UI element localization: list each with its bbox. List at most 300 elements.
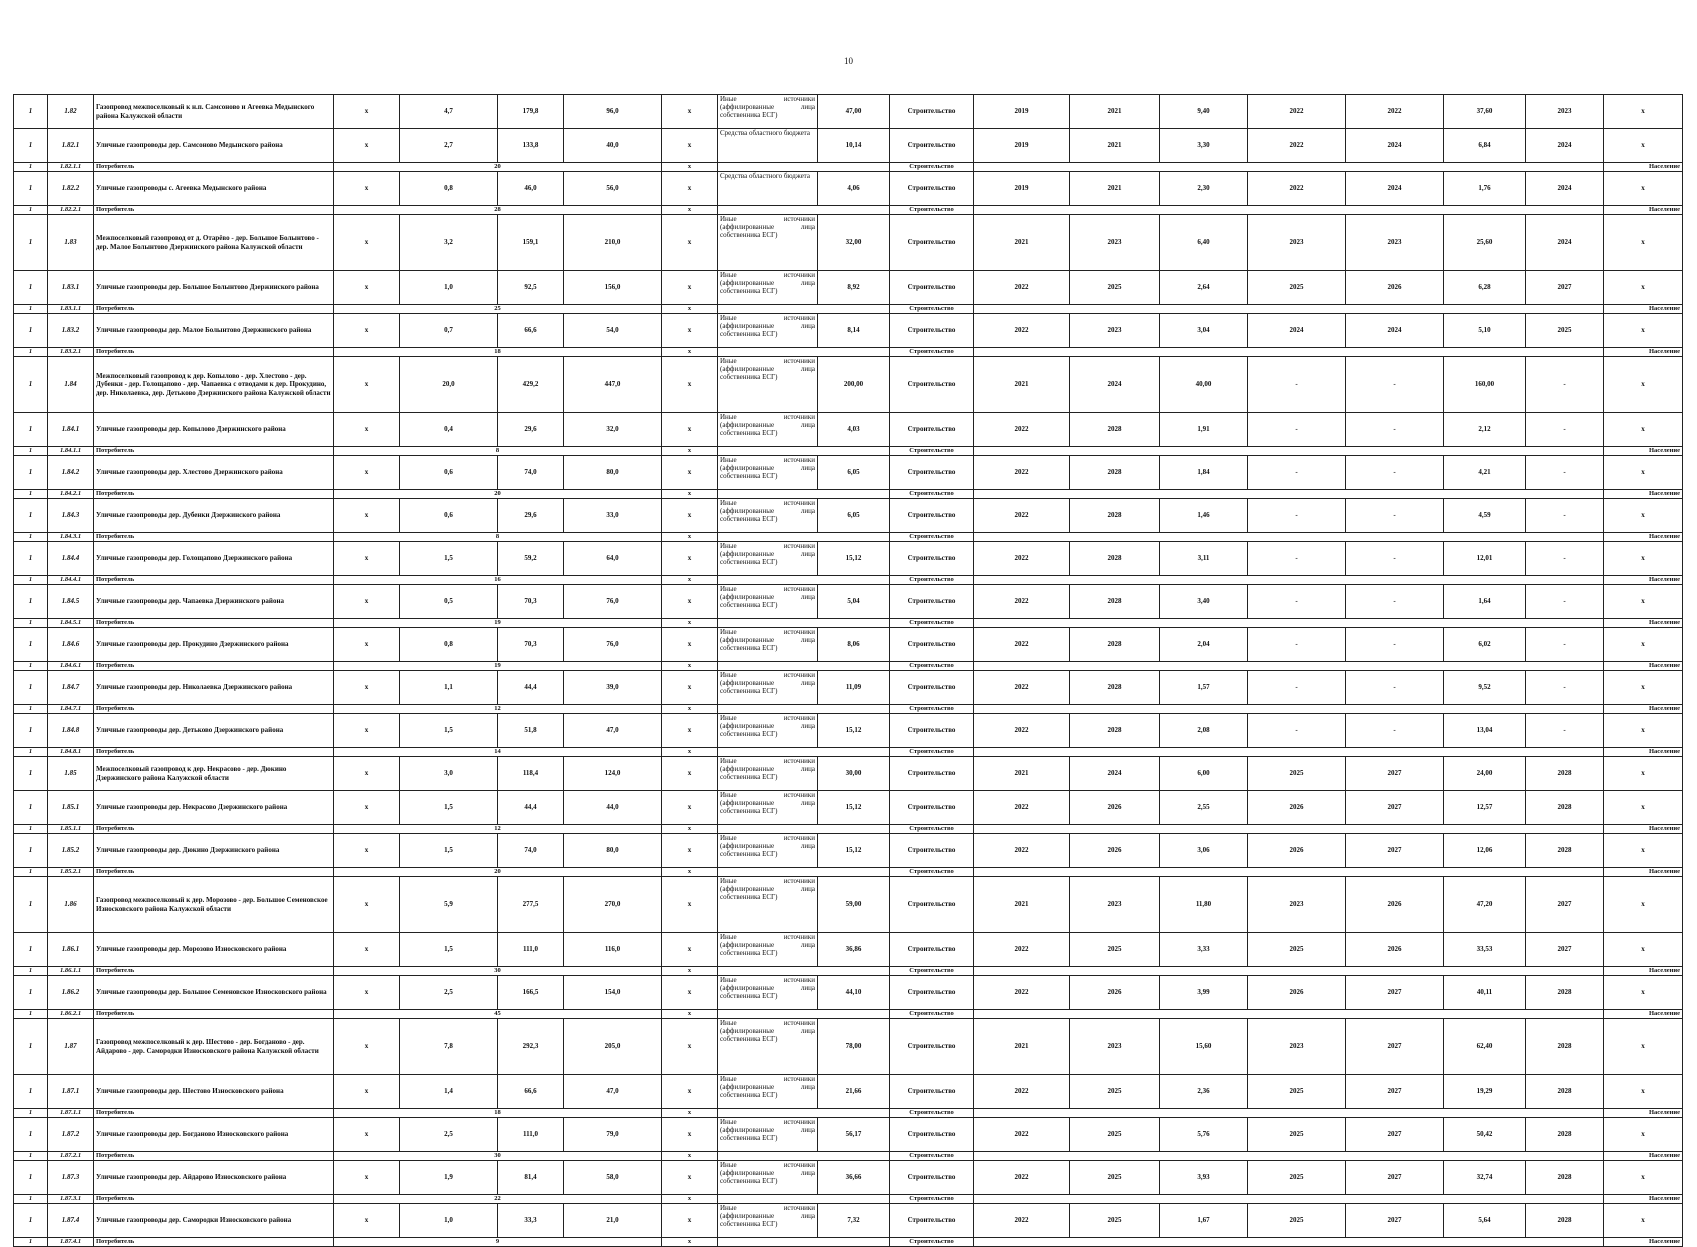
col-x: x (662, 533, 718, 542)
col-x: x (662, 1204, 718, 1238)
col-last: x (1604, 791, 1683, 825)
funding-source: Иные источники (аффилированные лица собственника ЕСГ) (718, 413, 818, 447)
consumer-count: 28 (334, 206, 662, 215)
capacity: 32,0 (564, 413, 662, 447)
value-1: 6,00 (1160, 757, 1248, 791)
col-x: x (662, 490, 718, 499)
end-year: 2024 (1070, 357, 1160, 413)
work-type: Строительство (890, 542, 974, 576)
col-last: x (1604, 834, 1683, 868)
population-label: Население (1604, 533, 1683, 542)
col-x: x (662, 791, 718, 825)
year-4: 2027 (1346, 1118, 1444, 1152)
volume: 46,0 (498, 172, 564, 206)
col-marker: x (334, 357, 400, 413)
item-code: 1.86.2 (48, 976, 94, 1010)
consumer-label: Потребитель (94, 705, 334, 714)
amount: 59,00 (818, 877, 890, 933)
end-year: 2023 (1070, 1019, 1160, 1075)
row-number: 1 (14, 215, 48, 271)
col-x: x (662, 456, 718, 490)
col-x: x (662, 585, 718, 619)
col-x: x (662, 206, 718, 215)
work-type: Строительство (890, 967, 974, 976)
funding-source: Иные источники (аффилированные лица собственника ЕСГ) (718, 671, 818, 705)
length-km: 0,8 (400, 628, 498, 662)
col-last: x (1604, 933, 1683, 967)
length-km: 1,5 (400, 933, 498, 967)
year-4: - (1346, 413, 1444, 447)
row-number: 1 (14, 305, 48, 314)
row-number: 1 (14, 791, 48, 825)
consumer-row (14, 348, 1683, 357)
value-1: 3,04 (1160, 314, 1248, 348)
col-last: x (1604, 877, 1683, 933)
col-marker: x (334, 628, 400, 662)
consumer-label: Потребитель (94, 967, 334, 976)
year-3: - (1248, 542, 1346, 576)
consumer-count: 18 (334, 1109, 662, 1118)
col-x: x (662, 542, 718, 576)
empty-cell (974, 825, 1604, 834)
row-number: 1 (14, 1075, 48, 1109)
year-5: - (1526, 413, 1604, 447)
row-number: 1 (14, 834, 48, 868)
volume: 159,1 (498, 215, 564, 271)
col-last: x (1604, 314, 1683, 348)
value-1: 2,64 (1160, 271, 1248, 305)
item-name: Уличные газопроводы дер. Детьково Дзержинского района (94, 714, 334, 748)
length-km: 0,5 (400, 585, 498, 619)
consumer-row (14, 1010, 1683, 1019)
consumer-label: Потребитель (94, 1109, 334, 1118)
year-5: 2027 (1526, 933, 1604, 967)
length-km: 2,5 (400, 976, 498, 1010)
consumer-row (14, 662, 1683, 671)
work-type: Строительство (890, 671, 974, 705)
value-2: 6,84 (1444, 129, 1526, 163)
length-km: 1,5 (400, 542, 498, 576)
year-3: 2026 (1248, 976, 1346, 1010)
consumer-row (14, 163, 1683, 172)
empty-cell (974, 576, 1604, 585)
work-type: Строительство (890, 619, 974, 628)
length-km: 20,0 (400, 357, 498, 413)
consumer-label: Потребитель (94, 1010, 334, 1019)
row-number: 1 (14, 662, 48, 671)
empty-cell (974, 206, 1604, 215)
amount: 78,00 (818, 1019, 890, 1075)
start-year: 2021 (974, 357, 1070, 413)
start-year: 2022 (974, 671, 1070, 705)
row-number: 1 (14, 877, 48, 933)
work-type: Строительство (890, 1161, 974, 1195)
year-4: 2027 (1346, 1075, 1444, 1109)
work-type: Строительство (890, 976, 974, 1010)
col-last: x (1604, 357, 1683, 413)
empty-cell (718, 576, 890, 585)
work-type: Строительство (890, 662, 974, 671)
empty-cell (718, 705, 890, 714)
item-code: 1.87.3.1 (48, 1195, 94, 1204)
value-1: 5,76 (1160, 1118, 1248, 1152)
end-year: 2021 (1070, 172, 1160, 206)
year-5: 2028 (1526, 757, 1604, 791)
col-marker: x (334, 95, 400, 129)
item-code: 1.83 (48, 215, 94, 271)
amount: 36,66 (818, 1161, 890, 1195)
work-type: Строительство (890, 705, 974, 714)
population-label: Население (1604, 447, 1683, 456)
empty-cell (974, 348, 1604, 357)
table-row (14, 172, 1683, 206)
year-5: 2028 (1526, 1204, 1604, 1238)
amount: 11,09 (818, 671, 890, 705)
value-2: 47,20 (1444, 877, 1526, 933)
funding-source: Средства областного бюджета (718, 129, 818, 163)
start-year: 2022 (974, 714, 1070, 748)
row-number: 1 (14, 1238, 48, 1247)
year-5: 2028 (1526, 791, 1604, 825)
value-2: 62,40 (1444, 1019, 1526, 1075)
funding-source: Иные источники (аффилированные лица собственника ЕСГ) (718, 834, 818, 868)
col-x: x (662, 619, 718, 628)
item-name: Уличные газопроводы дер. Богданово Износковского района (94, 1118, 334, 1152)
end-year: 2028 (1070, 628, 1160, 662)
consumer-count: 19 (334, 662, 662, 671)
year-4: 2027 (1346, 757, 1444, 791)
empty-cell (974, 163, 1604, 172)
item-name: Уличные газопроводы дер. Большое Семеновское Износковского района (94, 976, 334, 1010)
length-km: 2,5 (400, 1118, 498, 1152)
consumer-row (14, 576, 1683, 585)
population-label: Население (1604, 1195, 1683, 1204)
col-last: x (1604, 757, 1683, 791)
value-1: 3,99 (1160, 976, 1248, 1010)
table-row (14, 499, 1683, 533)
col-marker: x (334, 933, 400, 967)
item-name: Газопровод межпоселковый к дер. Шестово - дер. Богданово - дер. Айдарово - дер. Самородки Износковского района Калужской области (94, 1019, 334, 1075)
year-5: 2025 (1526, 314, 1604, 348)
col-x: x (662, 576, 718, 585)
year-4: - (1346, 357, 1444, 413)
row-number: 1 (14, 705, 48, 714)
amount: 15,12 (818, 791, 890, 825)
consumer-count: 20 (334, 868, 662, 877)
empty-cell (974, 490, 1604, 499)
item-code: 1.84.8 (48, 714, 94, 748)
length-km: 1,0 (400, 271, 498, 305)
year-5: - (1526, 542, 1604, 576)
col-x: x (662, 662, 718, 671)
col-last: x (1604, 172, 1683, 206)
end-year: 2026 (1070, 791, 1160, 825)
work-type: Строительство (890, 1152, 974, 1161)
item-code: 1.86.1.1 (48, 967, 94, 976)
value-2: 13,04 (1444, 714, 1526, 748)
start-year: 2022 (974, 933, 1070, 967)
work-type: Строительство (890, 129, 974, 163)
empty-cell (974, 748, 1604, 757)
start-year: 2022 (974, 271, 1070, 305)
table-row (14, 129, 1683, 163)
row-number: 1 (14, 1152, 48, 1161)
row-number: 1 (14, 714, 48, 748)
work-type: Строительство (890, 456, 974, 490)
row-number: 1 (14, 1019, 48, 1075)
row-number: 1 (14, 976, 48, 1010)
empty-cell (974, 1010, 1604, 1019)
start-year: 2019 (974, 95, 1070, 129)
year-3: - (1248, 499, 1346, 533)
row-number: 1 (14, 206, 48, 215)
year-3: 2025 (1248, 933, 1346, 967)
col-x: x (662, 671, 718, 705)
amount: 15,12 (818, 542, 890, 576)
funding-source: Иные источники (аффилированные лица собственника ЕСГ) (718, 1204, 818, 1238)
start-year: 2021 (974, 1019, 1070, 1075)
population-label: Население (1604, 1238, 1683, 1247)
volume: 118,4 (498, 757, 564, 791)
consumer-label: Потребитель (94, 619, 334, 628)
col-last: x (1604, 976, 1683, 1010)
work-type: Строительство (890, 348, 974, 357)
capacity: 96,0 (564, 95, 662, 129)
volume: 292,3 (498, 1019, 564, 1075)
volume: 51,8 (498, 714, 564, 748)
item-name: Межпоселковый газопровод к дер. Некрасово - дер. Дюкино Дзержинского района Калужской области (94, 757, 334, 791)
consumer-label: Потребитель (94, 748, 334, 757)
item-code: 1.84.4 (48, 542, 94, 576)
row-number: 1 (14, 456, 48, 490)
work-type: Строительство (890, 413, 974, 447)
empty-cell (974, 619, 1604, 628)
row-number: 1 (14, 490, 48, 499)
start-year: 2022 (974, 1204, 1070, 1238)
col-x: x (662, 1010, 718, 1019)
empty-cell (974, 868, 1604, 877)
funding-source: Иные источники (аффилированные лица собственника ЕСГ) (718, 1118, 818, 1152)
end-year: 2024 (1070, 757, 1160, 791)
value-2: 40,11 (1444, 976, 1526, 1010)
item-code: 1.84.5 (48, 585, 94, 619)
year-4: 2027 (1346, 1161, 1444, 1195)
end-year: 2025 (1070, 271, 1160, 305)
funding-source: Иные источники (аффилированные лица собственника ЕСГ) (718, 1075, 818, 1109)
capacity: 79,0 (564, 1118, 662, 1152)
year-4: 2026 (1346, 877, 1444, 933)
capacity: 47,0 (564, 1075, 662, 1109)
year-3: - (1248, 714, 1346, 748)
value-1: 1,46 (1160, 499, 1248, 533)
consumer-row (14, 825, 1683, 834)
consumer-label: Потребитель (94, 868, 334, 877)
funding-source: Иные источники (аффилированные лица собственника ЕСГ) (718, 499, 818, 533)
table-row (14, 357, 1683, 413)
col-marker: x (334, 1019, 400, 1075)
value-1: 9,40 (1160, 95, 1248, 129)
col-marker: x (334, 1118, 400, 1152)
value-1: 3,40 (1160, 585, 1248, 619)
empty-cell (974, 533, 1604, 542)
item-code: 1.87.1.1 (48, 1109, 94, 1118)
item-code: 1.84 (48, 357, 94, 413)
item-code: 1.84.8.1 (48, 748, 94, 757)
col-last: x (1604, 714, 1683, 748)
gas-pipeline-table (13, 94, 1683, 1247)
consumer-count: 30 (334, 1152, 662, 1161)
table-row (14, 1204, 1683, 1238)
start-year: 2021 (974, 215, 1070, 271)
volume: 66,6 (498, 314, 564, 348)
item-name: Межпоселковый газопровод от д. Отарёво - дер. Большое Болынтово - дер. Малое Болынтово Дзержинского района Калужской области (94, 215, 334, 271)
row-number: 1 (14, 163, 48, 172)
year-5: - (1526, 585, 1604, 619)
value-1: 3,11 (1160, 542, 1248, 576)
year-5: 2024 (1526, 215, 1604, 271)
year-4: 2022 (1346, 95, 1444, 129)
col-x: x (662, 933, 718, 967)
amount: 6,05 (818, 456, 890, 490)
item-code: 1.84.6 (48, 628, 94, 662)
work-type: Строительство (890, 1204, 974, 1238)
item-code: 1.83.1 (48, 271, 94, 305)
item-code: 1.85.2.1 (48, 868, 94, 877)
item-code: 1.84.4.1 (48, 576, 94, 585)
funding-source: Иные источники (аффилированные лица собственника ЕСГ) (718, 877, 818, 933)
amount: 21,66 (818, 1075, 890, 1109)
volume: 59,2 (498, 542, 564, 576)
length-km: 1,4 (400, 1075, 498, 1109)
volume: 277,5 (498, 877, 564, 933)
empty-cell (718, 447, 890, 456)
year-5: 2028 (1526, 1118, 1604, 1152)
col-marker: x (334, 172, 400, 206)
population-label: Население (1604, 967, 1683, 976)
value-1: 15,60 (1160, 1019, 1248, 1075)
year-5: 2023 (1526, 95, 1604, 129)
length-km: 4,7 (400, 95, 498, 129)
col-x: x (662, 967, 718, 976)
amount: 32,00 (818, 215, 890, 271)
item-name: Уличные газопроводы дер. Большое Болынтово Дзержинского района (94, 271, 334, 305)
year-3: 2023 (1248, 877, 1346, 933)
row-number: 1 (14, 271, 48, 305)
end-year: 2023 (1070, 215, 1160, 271)
year-3: 2025 (1248, 1161, 1346, 1195)
item-code: 1.87.2 (48, 1118, 94, 1152)
length-km: 0,8 (400, 172, 498, 206)
year-4: - (1346, 628, 1444, 662)
year-3: 2025 (1248, 1075, 1346, 1109)
start-year: 2022 (974, 976, 1070, 1010)
work-type: Строительство (890, 933, 974, 967)
amount: 36,86 (818, 933, 890, 967)
col-x: x (662, 357, 718, 413)
work-type: Строительство (890, 172, 974, 206)
work-type: Строительство (890, 748, 974, 757)
col-x: x (662, 1118, 718, 1152)
consumer-label: Потребитель (94, 533, 334, 542)
work-type: Строительство (890, 447, 974, 456)
consumer-row (14, 748, 1683, 757)
consumer-row (14, 305, 1683, 314)
year-3: - (1248, 628, 1346, 662)
item-code: 1.82.1 (48, 129, 94, 163)
value-1: 40,00 (1160, 357, 1248, 413)
value-2: 5,10 (1444, 314, 1526, 348)
end-year: 2021 (1070, 129, 1160, 163)
empty-cell (718, 662, 890, 671)
col-x: x (662, 129, 718, 163)
item-name: Уличные газопроводы дер. Малое Болынтово Дзержинского района (94, 314, 334, 348)
year-4: 2023 (1346, 215, 1444, 271)
item-code: 1.87.2.1 (48, 1152, 94, 1161)
value-2: 24,00 (1444, 757, 1526, 791)
row-number: 1 (14, 1010, 48, 1019)
work-type: Строительство (890, 305, 974, 314)
year-4: - (1346, 499, 1444, 533)
col-last: x (1604, 1075, 1683, 1109)
work-type: Строительство (890, 576, 974, 585)
row-number: 1 (14, 967, 48, 976)
value-1: 2,30 (1160, 172, 1248, 206)
value-1: 11,80 (1160, 877, 1248, 933)
table-row (14, 834, 1683, 868)
volume: 111,0 (498, 1118, 564, 1152)
year-3: - (1248, 456, 1346, 490)
value-1: 2,36 (1160, 1075, 1248, 1109)
col-marker: x (334, 757, 400, 791)
col-x: x (662, 628, 718, 662)
amount: 30,00 (818, 757, 890, 791)
col-marker: x (334, 1075, 400, 1109)
col-x: x (662, 413, 718, 447)
table-row (14, 585, 1683, 619)
value-2: 1,64 (1444, 585, 1526, 619)
item-code: 1.87.1 (48, 1075, 94, 1109)
consumer-count: 22 (334, 1195, 662, 1204)
item-name: Уличные газопроводы дер. Копылово Дзержинского района (94, 413, 334, 447)
col-x: x (662, 447, 718, 456)
work-type: Строительство (890, 1195, 974, 1204)
col-x: x (662, 1075, 718, 1109)
consumer-label: Потребитель (94, 163, 334, 172)
volume: 44,4 (498, 791, 564, 825)
funding-source: Иные источники (аффилированные лица собственника ЕСГ) (718, 757, 818, 791)
length-km: 1,9 (400, 1161, 498, 1195)
population-label: Население (1604, 1152, 1683, 1161)
item-code: 1.84.1.1 (48, 447, 94, 456)
funding-source: Иные источники (аффилированные лица собственника ЕСГ) (718, 215, 818, 271)
empty-cell (974, 967, 1604, 976)
item-code: 1.84.6.1 (48, 662, 94, 671)
work-type: Строительство (890, 357, 974, 413)
year-5: 2027 (1526, 271, 1604, 305)
year-3: 2022 (1248, 95, 1346, 129)
capacity: 156,0 (564, 271, 662, 305)
capacity: 205,0 (564, 1019, 662, 1075)
year-5: 2028 (1526, 1075, 1604, 1109)
year-5: 2028 (1526, 976, 1604, 1010)
work-type: Строительство (890, 877, 974, 933)
funding-source: Средства областного бюджета (718, 172, 818, 206)
work-type: Строительство (890, 215, 974, 271)
item-code: 1.84.5.1 (48, 619, 94, 628)
row-number: 1 (14, 825, 48, 834)
volume: 179,8 (498, 95, 564, 129)
row-number: 1 (14, 1204, 48, 1238)
